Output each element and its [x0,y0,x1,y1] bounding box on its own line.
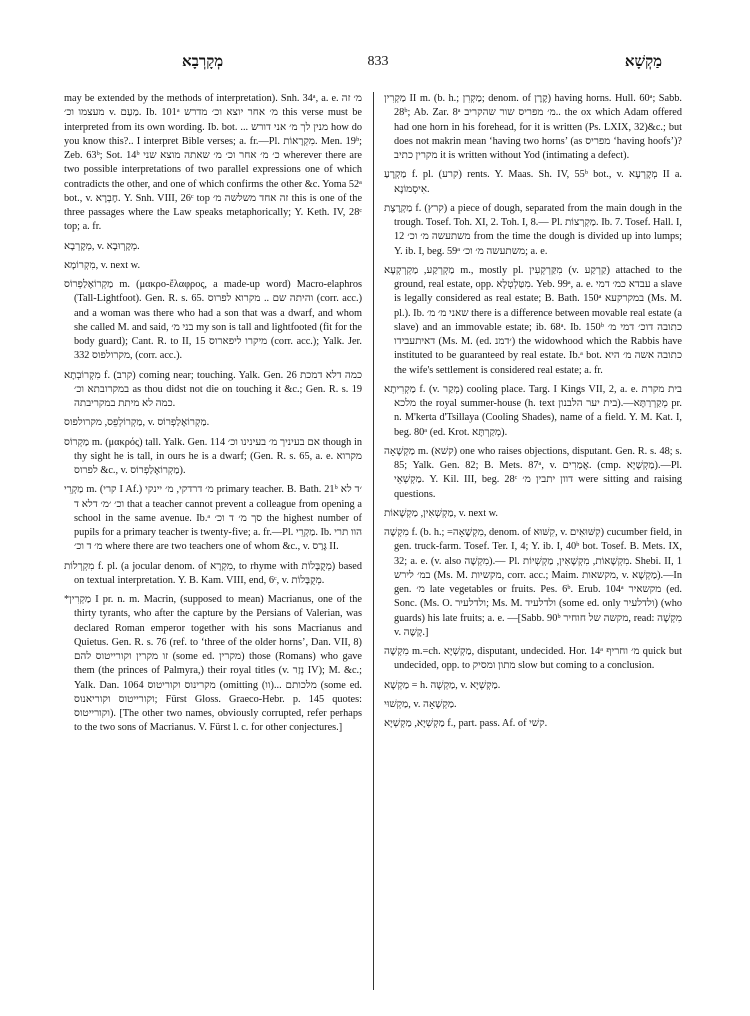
left-column [64,92,362,741]
dictionary-entry: מַקְרוֹאֶלַפְרוֹס m. (μακρο-ἔλαφρος, a made-up word) Macro-elaphros (Tall-Lightfoot). Gen. R. s. 65. והיתה שם .. מקרוא לפרוס (corr. acc.) and a woman was there who had a son that was a dwarf, and whom she called M. and said, בני מ׳ my son is tall and lightfooted (fit for the body guard); Cant. R. to II, 15 מיקרו ליפארוס (corr. acc.); Yalk. Jer. 332 מקרולפוס, (corr. acc.). [64,279,363,362]
entry-continuation: may be extended by the methods of interpretation). Snh. 34ᵃ, a. e. מ׳ זה מעצמו וכ׳ v. מַעַם. Ib. 101ᵃ מ׳ אחר יוצא וכ׳ מדרש this verse must be interpreted from its own wording. Ib. bot. ... מנין לך מ׳ אני דורש how do you know this?.. I interpret Bible verses; a. fr.—Pl. מִקְרָאוֹת. Men. 19ᵇ; Zeb. 63ᵇ; Sot. 14ᵇ כ׳ מ׳ אחר וכ׳ מ׳ שאתה מוצא שני wherever there are two possible interpretations of two parallel expressions one of which contradicts the other, and one of which confirms the other &c. Yoma 52ᵃ bot., v. חֶבְרָא. Y. Snh. VIII, 26ᶜ top זה אחד משלשה מ׳ this is one of the three passages where the Law speaks metaphorically; Y. Keth. IV, 28ᶜ top; a. fr. [64,93,363,233]
dictionary-entry: מַקְרִיתָא f. (v. מְקַר) cooling place. Targ. I Kings VII, 2, a. e. בית מקרת מלכא the royal summer-house (h. text בית יער הלבנון).—מְקַרְרַתָּא pr. n. M'kerta d'Tsillaya (Cooling Shades), name of a field. Y. M. Kat. I, beg. 80ᵃ (ed. Krot. מְקַרְתָּא). [384,383,682,438]
dictionary-entry: מַקְשְׁאִין, מַקְשָׁאוֹת, v. next w. [384,507,498,519]
column-divider [373,92,374,990]
dictionary-entry: מַקְשָׁאָה m. (קשׁא) one who raises objections, disputant. Gen. R. s. 48; s. 85; Yalk. Gen. 82; B. Mets. 87ᵃ, v. אֲמַרִים. (cmp. מַקְשָׁיָא).—Pl. מַקְשְׁאֵי. Y. Kil. III, beg. 28ᶜ דוון יתבין מ׳ were sitting and raising questions. [384,445,682,500]
dictionary-entry: מִקְרוֹבְתָא f. (קרב) coming near; touching. Yalk. Gen. 26 כמה דלא דמכת במקרובתא וכ׳ as thou didst not die on touching it &c.; Gen. R. s. 19 כמה לא מיתת במקריבתה. [64,369,363,409]
dictionary-entry: מַקְרֶצֶת f. (קרץ) a piece of dough, separated from the main dough in the trough. Tosef. Toh. XI, 2. Toh. I, 8.— Pl. מַקְרְצוֹת. Ib. 7. Tosef. Hall. I, 12 משתעשה מ׳ וכ׳ from the time the dough is divided up into lumps; Y. ib. I, beg. 59ᵃ משתעשה מ׳ וכ׳; a. e. [384,202,682,257]
page-number: 833 [367,54,389,69]
dictionary-entry: מִקְשָׁה f. (b. h.; =מִקְשָׁאָה, denom. of קִשּׁוּא, v. קִשּׁוּאִים) cucumber field, in gen. truck-farm. Tosef. Ter. I, 4; Y. ib. I, 40ᵇ bot. Tosef. B. Mets. IX, 32; a. e. (v. also מִקְשָׁה).— Pl. מִקְשָׁאוֹת, מִקְשָׁאִין, מַקְשְׁיוֹת. Shebi. II, 1 במ׳ לירש (Ms. M. מקשיות, corr. acc.; Maim. מקשאות, v. מַקְשָׁא).—In gen. מ׳ late vegetables or fruits. Pes. 6ᵇ. Erub. 104ᵃ מקשאיר (ed. Sonc. (Ms. O. ולדלעיר; Ms. M. ולדלעיד (some ed. only ולדלעיר) (who guards) his late fruits; a. e. —[Sabb. 90ᵇ מקשה של חוחיר, read: מִקְשָׁה v. קָשֶׁה.] [384,527,683,638]
dictionary-entry: מַקְרוֹס m. (μακρός) tall. Yalk. Gen. 114 אם בעיניך מ׳ בעינינו וכ׳ though in thy sight he is tall, in ours he is a dwarf; (Gen. R. s. 65, a. e. מקרוא לפרוס &c., v. מַקְרוֹאֶלַפְרוֹס). [64,436,363,476]
page-header [70,48,680,76]
dictionary-entry: מַקְרְקַע, מַקְרְקְעָא m., mostly pl. מִקַּרְקְעִין (v. קַרְקַע) attached to the ground, real estate, opp. מִטַּלְטְלָא. Yeb. 99ᵃ, a. e. עבדא כמ׳ דמי a slave is legally considered as real estate; B. Bath. 150ᵃ במקרקעא (Ms. M. pl.). Ib. שאני מ׳ מ׳ there is a difference between movable real estate (a slave) and an immovable estate; ib. 68ᵃ. Ib. 150ᵇ כתובה דוכ׳ דמי מ׳ דאיתעבידו (Ms. M. (ed. ׳דמנ) the widowhood which the Rabbis have instituted to be guaranteed by real estate. Ib.ᵃ bot. כתובה אשה מ׳ היא the wife's settlement is considered real estate; a. fr. [384,264,682,376]
dictionary-entry: מַקְרוֹלְפֵס, מקרולפוס, v. מַקְרוֹאֶלַפְרוֹס. [64,417,210,429]
dictionary-entry: מַקְרָעַ f. pl. (קרע) rents. Y. Maas. Sh. IV, 55ᵇ bot., v. מְקָרְעָא II a. אִיסְמוֹנָא. [384,169,682,195]
dictionary-entry: *מַקְרִין I pr. n. m. Macrin, (supposed to mean) Macrianus, one of the thirty tyrants, who after the capture by the Persians of Valerian, was declared Roman emperor together with his sons Macrianus and Quietus. Gen. R. s. 76 (ref. to ‘three of the older horns’, Dan. VII, 8) זו מקרין וקורייטוס להם (some ed. מקרין) those (Romans) who gave them (the princes of Palmyra,) their royal titles (v. נְזַר IV); M. &c.; Yalk. Dan. 1064 מקרינוס וקוריטוס (omitting מלכותם ...(וו) (some ed. וקורייטוס וקוריאנוס; Fürst Gloss. Graeco-Hebr. p. 145 quotes: וקורייטוס). [The other two names, obviously corrupted, refer perhaps to the two sons of Macrianus. V. Fürst l. c. for other conjectures.] [64,594,362,734]
dictionary-entry: מַקְשׁוּי, v. מַקְשָׁאָה. [384,698,457,710]
dictionary-entry: מִקְשָׁה m.=ch. מַקְשְׁיָא, disputant, undecided. Hor. 14ᵃ מ׳ וחריף quick but undecided, opp. to מתון ומסיק slow but coming to a conclusion. [384,646,682,672]
dictionary-entry: מִקְרְלוֹת f. pl. (a jocular denom. of מִקְרָא, to rhyme with מְקֻבָּלוֹת) based on textual interpretation. Y. B. Kam. VIII, end, 6ᶜ, v. מְקֻבָּלוֹת. [64,560,363,586]
dictionary-entry: מְקָרְבָא, v. מְקָרְוּבָא. [64,240,140,252]
right-column [384,92,682,736]
dictionary-entry: מִקְרוֹמָא, v. next w. [64,259,141,271]
dictionary-entry: מַקְשָׁא = h. מַקְשָׁה, v. מַקְשְׁיָא. [384,679,501,691]
header-right-headword: מַקְשָׁא [624,54,662,70]
header-left-headword: מְקָרְבָא [182,54,224,70]
dictionary-entry: מַקְרֵי m. (קרי I Af.) מ׳ דרדקי, מ׳ יינקי primary teacher. B. Bath. 21ᵇ ׳ד לא וכ׳ ׳מ׳ דלא ד that a teacher cannot prevent a colleague from opening a school in the same avenue. Ib.ᵃ סך מ׳ ד וכ׳ the highest number of pupils for a primary teacher is twenty-five; a. fr.—Pl. מַקְרֵי. Ib. הוו תרי מ׳ ד וכ׳ where there are two teachers one of whom &c., v. גָּרַס II. [64,484,363,553]
dictionary-entry: מַקְשְׁיָא, מַקְשְׁיָא f., part. pass. Af. of קשׁי. [384,718,548,729]
dictionary-entry: מַקְרִין II m. (b. h.; מַקְרִן; denom. of קֶרֶן) having horns. Hull. 60ᵃ; Sabb. 28ᵇ; Ab. Zar. 8ᵃ מ׳ מפריס שור שהקריב.. the ox which Adam offered had one horn in his forehead, for it is written (Ps. LXIX, 32)&c.; but does not makrin mean ‘having two horns’ (as מפריס ‘having hoofs’)? מקרין כתיב it is written without Yod (intimating a defect). [384,93,682,161]
